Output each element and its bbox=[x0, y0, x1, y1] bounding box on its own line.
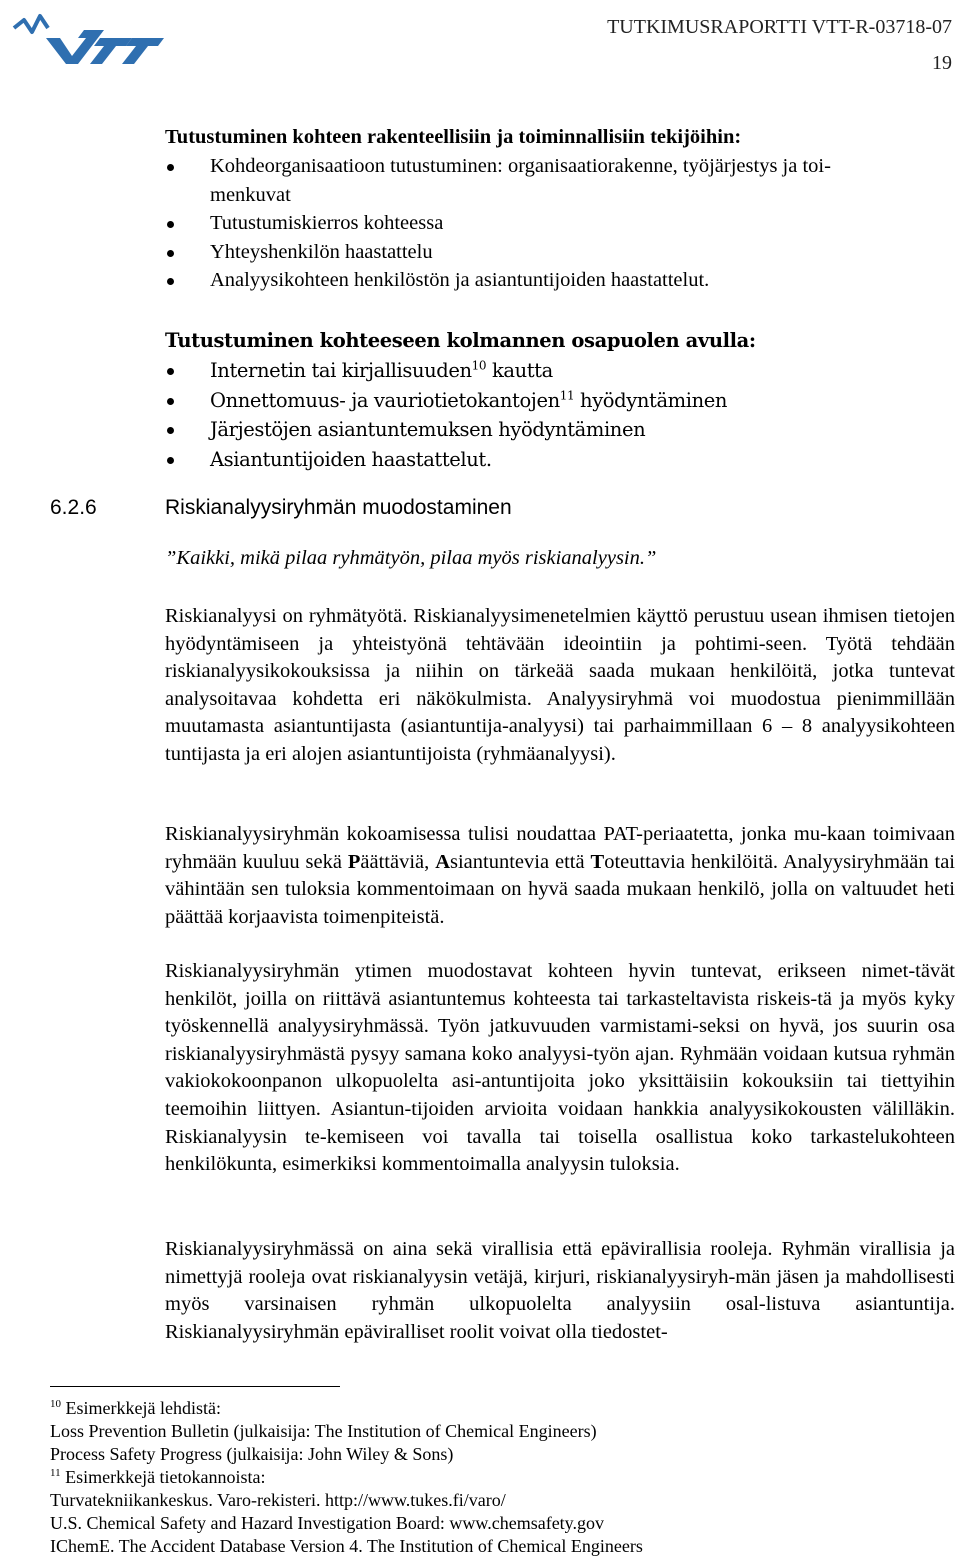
section-title: Riskianalyysiryhmän muodostaminen bbox=[165, 496, 512, 519]
footnote-ref[interactable]: 11 bbox=[559, 388, 575, 402]
vtt-logo bbox=[8, 6, 166, 66]
bullet-icon bbox=[167, 368, 174, 375]
page-number: 19 bbox=[932, 52, 952, 74]
list-item: Onnettomuus- ja vauriotietokantojen$^{11}$ hyödyntäminen bbox=[165, 386, 955, 416]
footnote-link-line[interactable]: U.S. Chemical Safety and Hazard Investigation Board: www.chemsafety.gov bbox=[50, 1513, 605, 1533]
third-party-familiarization bbox=[165, 326, 955, 474]
list-item: Kohdeorganisaatioon tutustuminen: organisaatiorakenne, työjärjestys ja toi- menkuvat bbox=[165, 152, 955, 209]
paragraph-roles: Riskianalyysiryhmässä on aina sekä virallisia että epävirallisia rooleja. Ryhmän virallisia ja nimettyjä rooleja ovat riskianalyysin vetäjä, kirjuri, riskianalyysiryh-män jäsen ja mahdollisesti myös varsinaisen ryhmän ulkopuolelta analyysiin osal-listuva asiantuntija. Riskianalyysiryhmän epäviralliset roolit voivat olla tiedostet- bbox=[165, 1238, 955, 1343]
footnote-ref[interactable]: 10 bbox=[471, 358, 487, 373]
footnote-11: $^{11}$ Esimerkkejä tietokannoista: bbox=[50, 1467, 266, 1487]
report-id: TUTKIMUSRAPORTTI VTT-R-03718-07 bbox=[607, 16, 952, 38]
list-item: Analyysikohteen henkilöstön ja asiantuntijoiden haastattelut. bbox=[165, 266, 955, 295]
section-heading bbox=[50, 496, 512, 520]
paragraph-group-core: Riskianalyysiryhmän ytimen muodostavat kohteen hyvin tuntevat, erikseen nimet-tävät henkilöt, joilla on riittävä asiantuntemus kohteesta tai tarkasteltavista riskeis-tä ja myös kyky työskennellä analyysiryhmässä. Työn jatkuvuuden varmistami-seksi on hyvä, jos suurin osa riskianalyysiryhmästä pysyy samana koko analyysi-työn ajan. Ryhmään voidaan kutsua ryhmän vakiokokoonpanon ulkopuolelta asi-antuntijoita joko yksittäisiin kokouksiin tai tiettyihin teemoihin liittyen. Asiantun-tijoiden arvioita voidaan hankkia analyysikokousten välilläkin. Riskianalyysin te-kemiseen voi tavalla tai toisella osallistua koko tarkastelukohteen henkilökunta, esimerkiksi kommentoimalla analyysin tuloksia. bbox=[165, 960, 955, 1176]
list-item: Tutustumiskierros kohteessa bbox=[165, 209, 955, 238]
paragraph-pat-principle: Riskianalyysiryhmän kokoamisessa tulisi noudattaa PAT-periaatetta, jonka mu-kaan toimivaan ryhmään kuuluu sekä Päättäviä, Asiantuntevia että Toteuttavia henkilöitä. Analyysiryhmään tai vähintään sen tuloksia kommentoimaan on hyvä saada mukaan henkilö, jolla on valtuudet heti päättää korjaavista toimenpiteistä. bbox=[165, 823, 955, 928]
footnote-link-line[interactable]: Turvatekniikankeskus. Varo-rekisteri. http://www.tukes.fi/varo/ bbox=[50, 1490, 506, 1510]
bullet-icon bbox=[167, 250, 174, 257]
section-number: 6.2.6 bbox=[50, 496, 97, 519]
bullet-icon bbox=[167, 427, 174, 434]
org-list bbox=[165, 152, 955, 295]
list-item: Internetin tai kirjallisuuden$^{10}$ kautta bbox=[165, 356, 955, 386]
org-heading: Tutustuminen kohteen rakenteellisiin ja toiminnallisiin tekijöihin: bbox=[165, 126, 742, 148]
bullet-icon bbox=[167, 278, 174, 285]
svg-text:VTT: VTT bbox=[8, 6, 10, 7]
list-item: Asiantuntijoiden haastattelut. bbox=[165, 445, 955, 475]
footnotes bbox=[50, 1397, 930, 1558]
bullet-icon bbox=[167, 457, 174, 464]
footnote-10: $^{10}$ Esimerkkejä lehdistä: bbox=[50, 1398, 221, 1418]
bullet-icon bbox=[167, 164, 174, 171]
list-item: Yhteyshenkilön haastattelu bbox=[165, 238, 955, 267]
third-party-list bbox=[165, 356, 955, 474]
org-familiarization bbox=[165, 122, 955, 295]
footnote-line: Loss Prevention Bulletin (julkaisija: The Institution of Chemical Engineers) bbox=[50, 1421, 597, 1441]
epigraph-quote: ”Kaikki, mikä pilaa ryhmätyön, pilaa myös riskianalyysin.” bbox=[165, 547, 657, 569]
paragraph-group-work: Riskianalyysi on ryhmätyötä. Riskianalyysimenetelmien käyttö perustuu usean ihmisen tietojen hyödyntämiseen ja yhteistyönä tehtävään ideointiin ja pohtimi-seen. Työtä tehdään riskianalyysikokouksissa ja niihin on tärkeää saada mukaan henkilöitä, jotka tuntevat analysoitavaa kohdetta eri näkökulmista. Analyysiryhmä voi muodostua pienimmillään muutamasta asiantuntijasta (asiantuntija-analyysi) tai parhaimmillaan 6 – 8 analyysikohteen tuntijasta ja eri alojen asiantuntijoista (ryhmäanalyysi). bbox=[165, 605, 955, 765]
bullet-icon bbox=[167, 398, 174, 405]
footnote-divider bbox=[50, 1386, 340, 1387]
bullet-icon bbox=[167, 221, 174, 228]
footnote-line: IChemE. The Accident Database Version 4. The Institution of Chemical Engineers bbox=[50, 1536, 643, 1556]
footnote-line: Process Safety Progress (julkaisija: John Wiley & Sons) bbox=[50, 1444, 454, 1464]
third-party-heading: Tutustuminen kohteeseen kolmannen osapuolen avulla: bbox=[165, 329, 756, 352]
list-item: Järjestöjen asiantuntemuksen hyödyntäminen bbox=[165, 415, 955, 445]
